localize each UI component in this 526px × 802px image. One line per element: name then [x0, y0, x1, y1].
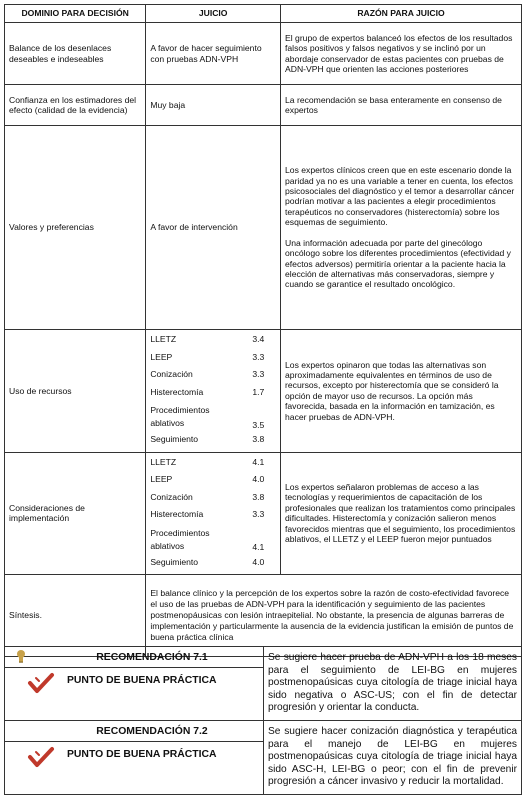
judgment-cell	[146, 452, 281, 575]
table-row-resources	[5, 330, 522, 453]
score-name: Conización	[150, 491, 193, 502]
recommendation-title	[5, 647, 264, 668]
score-value: 4.1	[252, 542, 265, 553]
score-name: LEEP	[150, 351, 173, 362]
good-practice-label-cell	[5, 742, 264, 795]
evidence-to-decision-table	[4, 4, 522, 657]
recommendation-text: Se sugiere hacer prueba de ADN-VPH a los 18 meses para el seguimiento de LEI-BG en mujeres postmenopaúsicas cuya citología de triage inicial haya sido negativa o ASC-US; con el fin de detectar progresión y orientar la conducta.	[264, 647, 522, 721]
header-domain: DOMINIO PARA DECISIÓN	[5, 5, 146, 23]
header-reason: RAZÓN PARA JUICIO	[281, 5, 522, 23]
recommendation-title	[5, 721, 264, 742]
score-value: 1.7	[252, 386, 265, 397]
good-practice-label-cell	[5, 668, 264, 721]
score-row	[146, 490, 268, 508]
score-value: 3.5	[252, 419, 265, 430]
table-row-implementation	[5, 452, 522, 575]
domain-cell: Valores y preferencias	[5, 126, 146, 330]
score-value: 4.0	[252, 556, 265, 567]
table-row-synthesis	[5, 575, 522, 657]
judgment-cell	[146, 330, 281, 453]
score-row	[146, 350, 268, 368]
table-row-values	[5, 126, 522, 330]
score-row	[146, 367, 268, 385]
judgment-cell: A favor de hacer seguimiento con pruebas ADN-VPH	[146, 23, 281, 85]
reason-cell: Los expertos opinaron que todas las alternativas son aproximadamente equivalentes en términos de uso de recursos, excepto por histerectomía que se consideró la opción de mayor uso de recursos. La opción más favorecida, basada en la información en tamización, es hacer pruebas de ADN-VPH.	[281, 330, 522, 453]
score-row	[146, 455, 268, 473]
reason-cell	[281, 126, 522, 330]
score-row	[146, 472, 268, 490]
table-header-row	[5, 5, 522, 23]
checkmark-icon	[27, 672, 55, 694]
score-name: Histerectomía	[150, 386, 204, 397]
resources-score-list	[146, 332, 268, 450]
score-name: LLETZ	[150, 334, 177, 344]
recommendations-table	[4, 646, 522, 795]
score-name: Conización	[150, 369, 193, 379]
domain-cell: Balance de los desenlaces deseables e indeseables	[5, 23, 146, 85]
judgment-cell: A favor de intervención	[146, 126, 281, 330]
reason-cell: Los expertos señalaron problemas de acceso a las tecnologías y requerimientos de capacitación de los profesionales que realizan los tratamientos como principales dificultades. Histerectomía y conización salieron menos favorecidos mientras que el seguimiento, los procedimientos ablativos, el LLETZ y el LEEP fueron mejor puntuados	[281, 452, 522, 575]
judgment-cell: Muy baja	[146, 85, 281, 126]
synthesis-cell: El balance clínico y la percepción de los expertos sobre la razón de costo-efectividad favorece el uso de las pruebas de ADN-VPH para la identificación y seguimiento de las pacientes postmenopáusicas con lesión intraepitelial. No obstante, la presencia de algunas barreras de implementación y particularmente la ausencia de la evidencia justifican la emisión de puntos de buena práctica clínica	[146, 575, 522, 657]
reason-paragraph-1: Los expertos clínicos creen que en este escenario donde la paridad ya no es una variable a tener en cuenta, los efectos psicosociales del diagnóstico y el temor a desarrollar cáncer podrían motivar a las pacientes a elegir procedimientos terapéuticos no conservadores (histerectomía) sobre los esquemas de seguimiento.	[285, 165, 515, 228]
reason-cell: La recomendación se basa enteramente en consenso de expertos	[281, 85, 522, 126]
score-name: LEEP	[150, 474, 173, 484]
score-value: 3.4	[252, 334, 265, 344]
recommendation-title-text: RECOMENDACIÓN 7.1	[96, 651, 208, 663]
reason-paragraph-2: Una información adecuada por parte del ginecólogo oncólogo sobre los diferentes procedimientos (efectividad y efectos adversos) permitiría orientar a la paciente hacia la elección de alternativas más conservadoras, siempre y cuando se garantice el resultado oncológico.	[285, 237, 511, 290]
domain-cell: Confianza en los estimadores del efecto (calidad de la evidencia)	[5, 85, 146, 126]
score-row	[146, 432, 268, 450]
score-row	[146, 402, 268, 432]
score-value: 3.3	[252, 369, 265, 379]
score-name: Procedimientos ablativos	[150, 405, 210, 428]
table-row-confidence	[5, 85, 522, 126]
checkmark-icon	[27, 746, 55, 768]
good-practice-label: PUNTO DE BUENA PRÁCTICA	[67, 675, 217, 686]
score-value: 4.0	[252, 474, 265, 484]
recommendation-title-row	[5, 647, 522, 668]
domain-cell: Consideraciones de implementación	[5, 452, 146, 575]
recommendation-text: Se sugiere hacer conización diagnóstica y terapéutica para el manejo de LEI-BG en mujeres postmenopaúsicas cuya citología de triage inicial haya sido ASC-H, LEI-BG o peor; con el fin de prevenir progresión a cáncer invasivo y reducir la mortalidad.	[264, 721, 522, 795]
score-value: 3.3	[252, 509, 265, 519]
score-row	[146, 555, 268, 573]
recommendation-title-row	[5, 721, 522, 742]
table-row-balance	[5, 23, 522, 85]
implementation-score-list	[146, 455, 268, 573]
score-value: 3.8	[252, 434, 265, 444]
score-name: LLETZ	[150, 456, 177, 467]
score-value: 4.1	[252, 456, 265, 467]
domain-cell: Uso de recursos	[5, 330, 146, 453]
score-row	[146, 507, 268, 525]
score-value: 3.8	[252, 491, 265, 502]
lightbulb-icon	[15, 649, 27, 663]
recommendation-title-text: RECOMENDACIÓN 7.2	[96, 725, 208, 737]
score-row	[146, 525, 268, 555]
reason-cell: El grupo de expertos balanceó los efectos de los resultados falsos positivos y falsos negativos y se inclinó por un abordaje conservador de estas pacientes con pruebas de ADN-VPH que orienten las acciones posteriores	[281, 23, 522, 85]
score-name: Histerectomía	[150, 509, 204, 519]
score-value: 3.3	[252, 351, 265, 362]
good-practice-label: PUNTO DE BUENA PRÁCTICA	[67, 749, 217, 760]
score-name: Seguimiento	[150, 556, 199, 567]
score-row	[146, 385, 268, 403]
score-name: Seguimiento	[150, 434, 199, 444]
score-row	[146, 332, 268, 350]
header-judgment: JUICIO	[146, 5, 281, 23]
score-name: Procedimientos ablativos	[150, 527, 210, 551]
domain-cell: Síntesis.	[5, 575, 146, 657]
